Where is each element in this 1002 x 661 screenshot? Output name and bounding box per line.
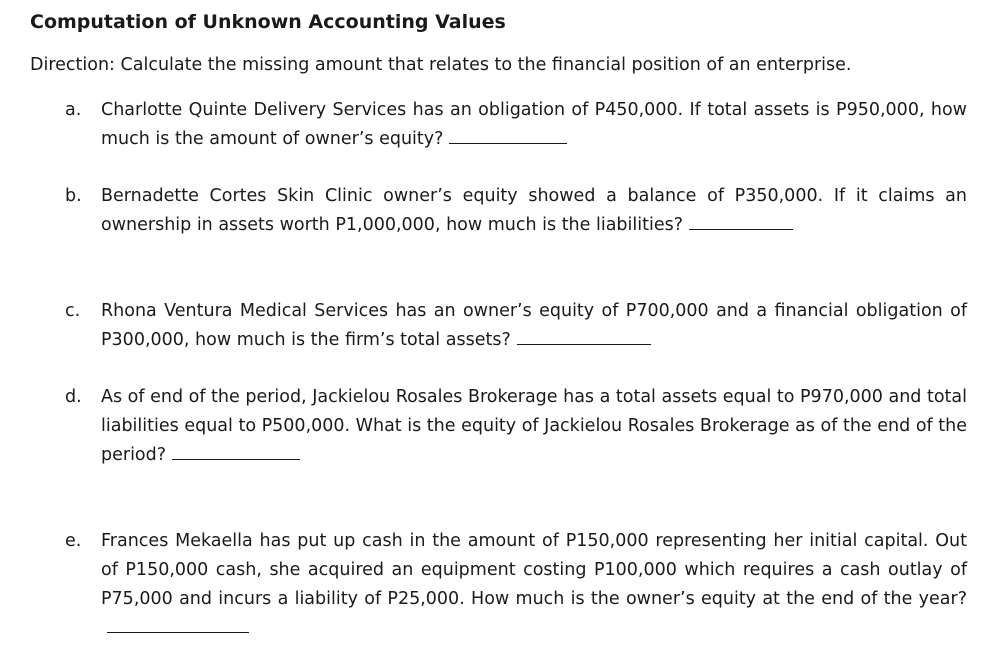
question-letter: a. <box>65 100 82 120</box>
direction-text: Direction: Calculate the missing amount that relates to the financial position of an enterprise. <box>30 55 852 75</box>
question-body <box>101 527 967 643</box>
question-body <box>101 297 967 355</box>
question-b <box>65 182 967 240</box>
question-text: Bernadette Cortes Skin Clinic owner’s equity showed a balance of P350,000. If it claims an ownership in assets worth P1,000,000, how much is the liabilities? <box>101 186 967 235</box>
question-text: Frances Mekaella has put up cash in the amount of P150,000 representing her initial capital. Out of P150,000 cash, she acquired an equipment costing P100,000 which requires a cash outlay of P75,000 and incurs a liability of P25,000. How much is the owner’s equity at the end of the year? <box>101 531 967 609</box>
question-e <box>65 527 967 643</box>
question-text: As of end of the period, Jackielou Rosales Brokerage has a total assets equal to P970,000 and total liabilities equal to P500,000. What is the equity of Jackielou Rosales Brokerage as of the end of the period? <box>101 387 967 465</box>
answer-blank[interactable] <box>107 618 249 633</box>
question-d <box>65 383 967 470</box>
question-body <box>101 182 967 240</box>
document-title: Computation of Unknown Accounting Values <box>30 11 506 33</box>
question-text: Charlotte Quinte Delivery Services has an obligation of P450,000. If total assets is P950,000, how much is the amount of owner’s equity? <box>101 100 967 149</box>
question-body <box>101 96 967 154</box>
answer-blank[interactable] <box>689 215 793 230</box>
question-letter: d. <box>65 387 82 407</box>
answer-blank[interactable] <box>449 129 567 144</box>
answer-blank[interactable] <box>517 330 651 345</box>
question-c <box>65 297 967 355</box>
question-letter: b. <box>65 186 82 206</box>
question-a <box>65 96 967 154</box>
answer-blank[interactable] <box>172 445 300 460</box>
question-letter: c. <box>65 301 81 321</box>
question-body <box>101 383 967 470</box>
question-letter: e. <box>65 531 82 551</box>
question-text: Rhona Ventura Medical Services has an owner’s equity of P700,000 and a financial obligation of P300,000, how much is the firm’s total assets? <box>101 301 967 350</box>
